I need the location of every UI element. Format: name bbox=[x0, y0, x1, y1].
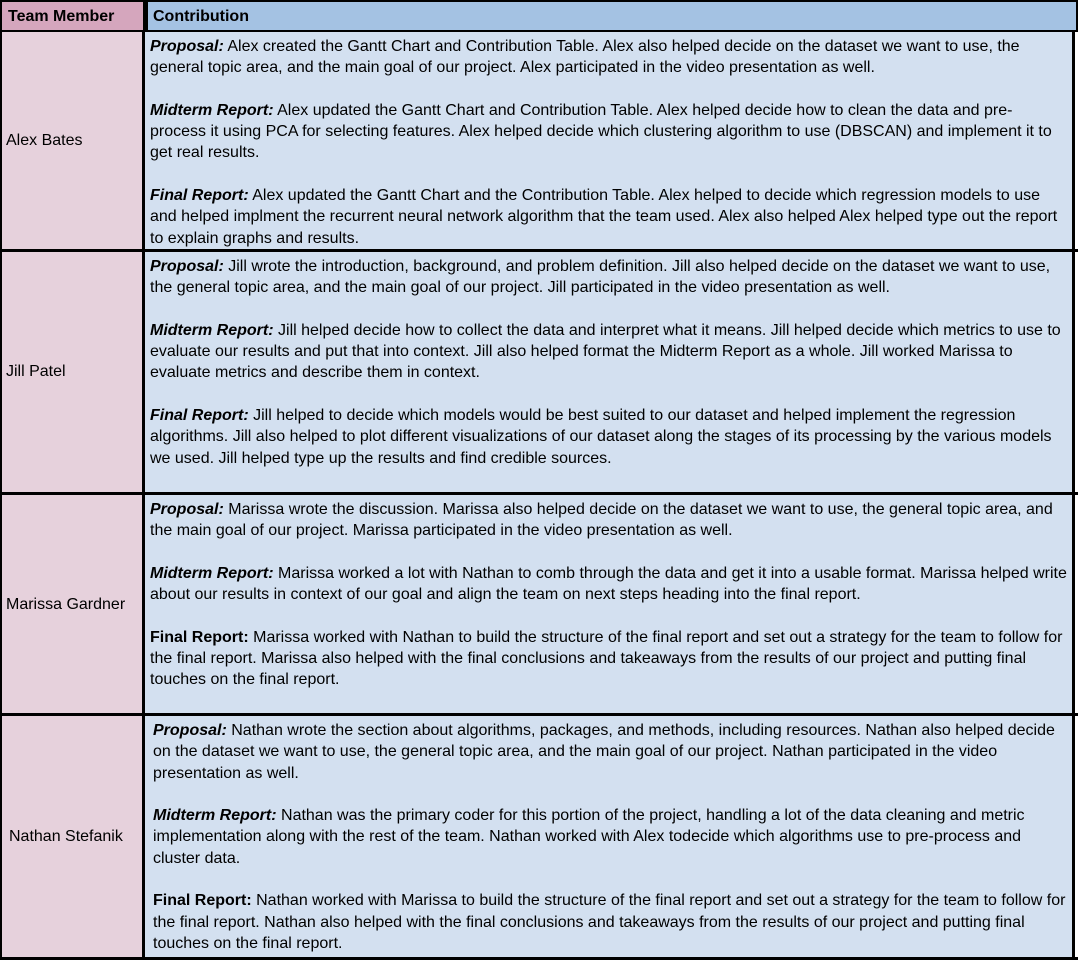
contribution-cell bbox=[145, 32, 1075, 250]
entry-label: Final Report: bbox=[150, 407, 249, 425]
entry-text: Nathan wrote the section about algorithms, packages, and methods, including resources. Nathan also helped decide on the dataset we want to use, the general topic area, and the main goal of our project. Nathan participated in the video presentation as well. bbox=[153, 722, 1055, 782]
final-entry bbox=[153, 890, 1068, 954]
table-row bbox=[0, 252, 1078, 492]
member-name: Marissa Gardner bbox=[0, 495, 145, 714]
table-row bbox=[0, 495, 1078, 714]
entry-label: Midterm Report: bbox=[150, 321, 274, 339]
member-name: Nathan Stefanik bbox=[0, 716, 145, 957]
header-contribution: Contribution bbox=[145, 0, 1078, 32]
table-row bbox=[0, 32, 1078, 250]
entry-label: Midterm Report: bbox=[153, 807, 277, 825]
entry-label: Proposal: bbox=[153, 722, 227, 739]
entry-label: Final Report: bbox=[150, 187, 249, 205]
final-entry bbox=[150, 185, 1068, 249]
entry-text: Marissa wrote the discussion. Marissa also helped decide on the dataset we want to use, the general topic area, and the main goal of our project. Marissa participated in the video presentation as well. bbox=[150, 501, 1053, 540]
entry-text: Nathan worked with Marissa to build the structure of the final report and set out a strategy for the team to follow for the final report. Nathan also helped with the final conclusions and takeaways from the results of our project and putting final touches on the final report. bbox=[153, 892, 1066, 952]
contribution-cell bbox=[145, 252, 1075, 492]
entry-text: Alex created the Gantt Chart and Contribution Table. Alex also helped decide on the dataset we want to use, the general topic area, and the main goal of our project. Alex participated in the video presentation as well. bbox=[150, 38, 1020, 77]
contribution-cell bbox=[145, 495, 1075, 714]
entry-label: Proposal: bbox=[150, 38, 224, 55]
entry-label: Proposal: bbox=[150, 501, 224, 518]
entry-text: Nathan was the primary coder for this portion of the project, handling a lot of the data cleaning and metric implementation along with the rest of the team. Nathan worked with Alex todecide which algorithms use to pre-process and cluster data. bbox=[153, 807, 1025, 867]
entry-label: Final Report: bbox=[150, 628, 249, 646]
proposal-entry bbox=[150, 36, 1068, 79]
midterm-entry bbox=[150, 563, 1068, 606]
table-row bbox=[0, 716, 1078, 957]
member-name: Jill Patel bbox=[0, 252, 145, 492]
proposal-entry bbox=[150, 256, 1068, 299]
proposal-entry bbox=[153, 720, 1068, 784]
contribution-cell bbox=[145, 716, 1075, 957]
entry-text: Marissa worked a lot with Nathan to comb through the data and get it into a usable format. Marissa helped write about our results in context of our goal and align the team on next steps heading into the final report. bbox=[150, 564, 1067, 604]
entry-text: Marissa worked with Nathan to build the structure of the final report and set out a strategy for the team to follow for the final report. Marissa also helped with the final conclusions and takeaways from the results of our project and putting final touches on the final report. bbox=[150, 628, 1063, 689]
member-name: Alex Bates bbox=[0, 32, 145, 250]
entry-label: Midterm Report: bbox=[150, 564, 274, 582]
entry-text: Jill helped decide how to collect the data and interpret what it means. Jill helped decide which metrics to use to evaluate our results and put that into context. Jill also helped format the Midterm Report as a whole. Jill worked Marissa to evaluate metrics and describe them in context. bbox=[150, 321, 1061, 382]
entry-text: Alex updated the Gantt Chart and Contribution Table. Alex helped decide how to clean the data and pre-process it using PCA for selecting features. Alex helped decide which clustering algorithm to use (DBSCAN) and implement it to get real results. bbox=[150, 101, 1052, 162]
entry-text: Jill helped to decide which models would be best suited to our dataset and helped implement the regression algorithms. Jill also helped to plot different visualizations of our dataset along the stages of its processing by the various models we used. Jill helped type up the results and find credible sources. bbox=[150, 407, 1052, 467]
entry-label: Final Report: bbox=[153, 892, 252, 910]
final-entry bbox=[150, 627, 1068, 691]
header-team-member: Team Member bbox=[0, 0, 145, 32]
entry-text: Alex updated the Gantt Chart and the Contribution Table. Alex helped to decide which regression models to use and helped implment the recurrent neural network algorithm that the team used. Alex also helped Alex helped type out the report to explain graphs and results. bbox=[150, 187, 1058, 247]
entry-text: Jill wrote the introduction, background, and problem definition. Jill also helped decide on the dataset we want to use, the general topic area, and the main goal of our project. Jill participated in the video presentation as well. bbox=[150, 258, 1051, 297]
midterm-entry bbox=[150, 100, 1068, 164]
proposal-entry bbox=[150, 499, 1068, 542]
final-entry bbox=[150, 405, 1068, 469]
entry-label: Midterm Report: bbox=[150, 101, 274, 119]
midterm-entry bbox=[150, 320, 1068, 384]
midterm-entry bbox=[153, 805, 1068, 869]
entry-label: Proposal: bbox=[150, 258, 224, 275]
